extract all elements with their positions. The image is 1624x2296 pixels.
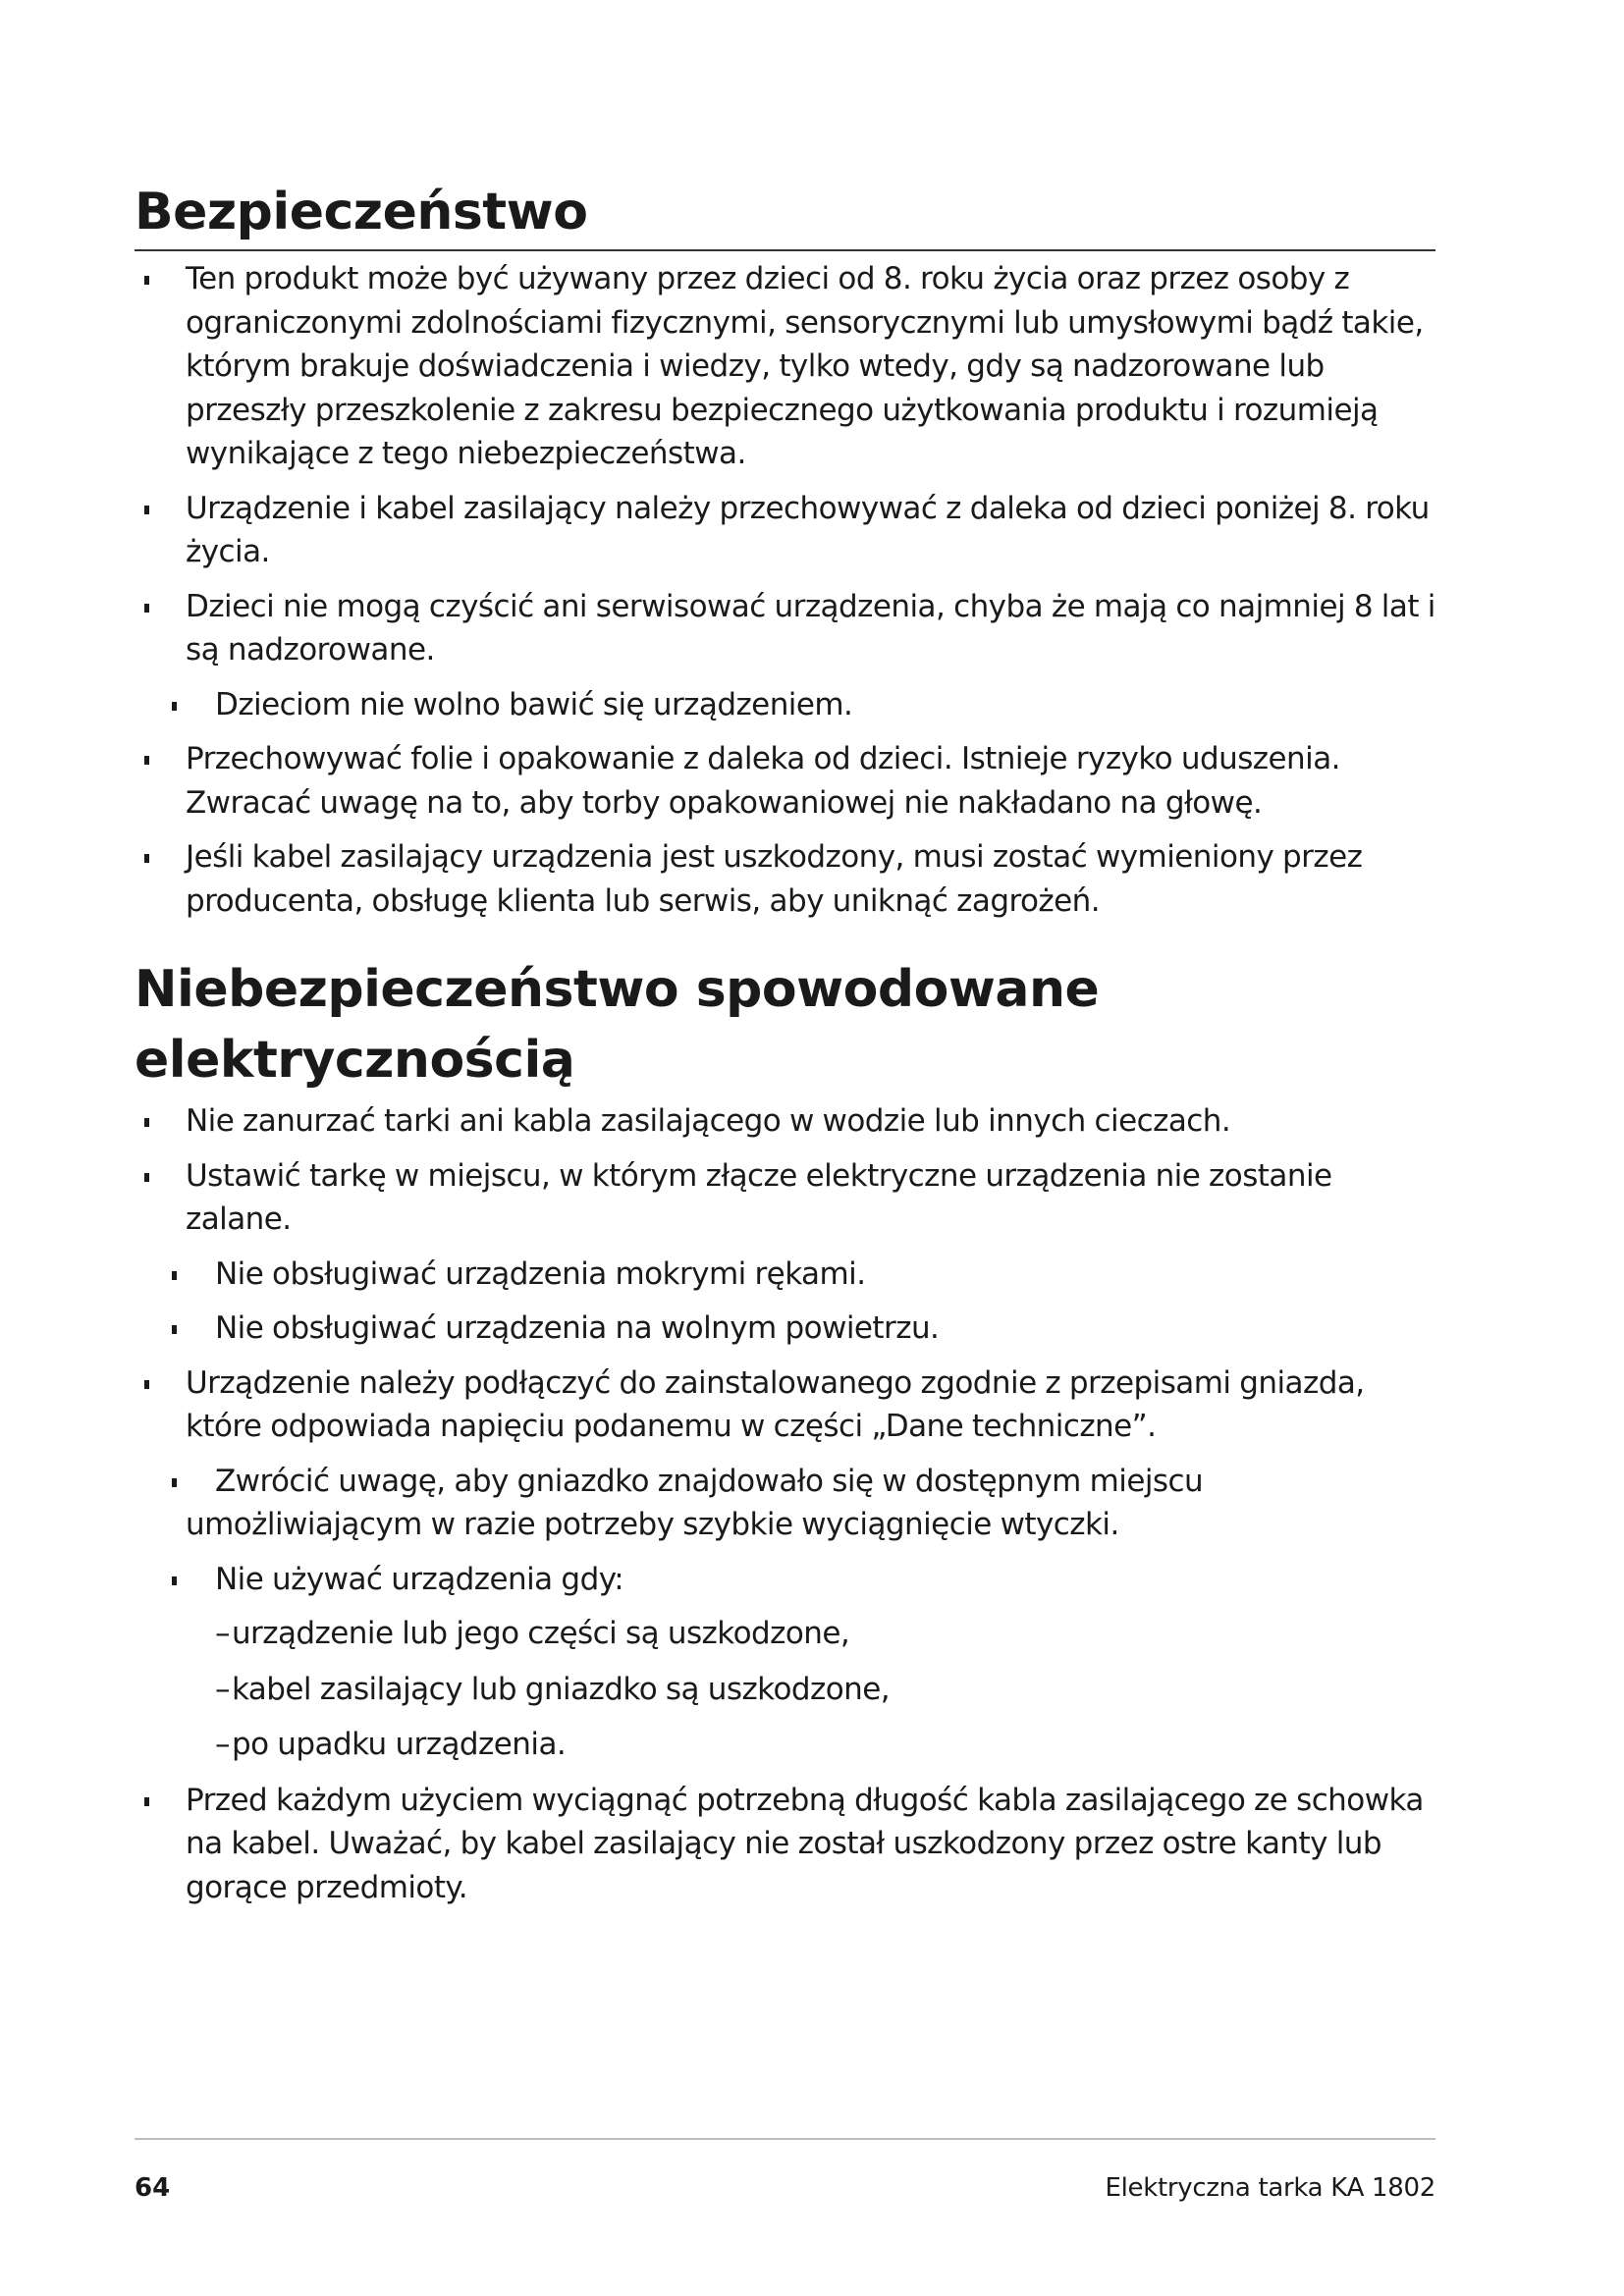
- list-item: Nie zanurzać tarki ani kabla zasilającego w wodzie lub innych cieczach.: [135, 1099, 1435, 1144]
- bullet-icon: [172, 1576, 177, 1585]
- safety-section: [135, 177, 1435, 934]
- bullet-icon: [144, 756, 149, 765]
- bullet-icon: [144, 604, 149, 613]
- bullet-icon: [144, 276, 149, 285]
- dash-icon: –: [215, 1671, 230, 1707]
- list-item: Dzieciom nie wolno bawić się urządzeniem.: [135, 683, 1435, 727]
- list-item: Dzieci nie mogą czyścić ani serwisować urządzenia, chyba że mają co najmniej 8 lat i są nadzorowane.: [135, 585, 1435, 672]
- list-item: Urządzenie należy podłączyć do zainstalowanego zgodnie z przepisami gniazda, które odpowiada napięciu podanemu w części „Dane techniczne”.: [135, 1362, 1435, 1449]
- bullet-icon: [144, 854, 149, 863]
- list-item: Ten produkt może być używany przez dzieci od 8. roku życia oraz przez osoby z ograniczonymi zdolnościami fizycznymi, sensorycznymi lub umysłowymi bądź takie, którym brakuje doświadczenia i wiedzy, tylko wtedy, gdy są nadzorowane lub przeszły przeszkolenie z zakresu bezpiecznego użytkowania produktu i rozumieją wynikające z tego niebezpieczeństwa.: [135, 257, 1435, 476]
- bullet-icon: [144, 1173, 149, 1182]
- sub-list-item: –kabel zasilający lub gniazdko są uszkodzone,: [135, 1668, 1435, 1712]
- bullet-icon: [144, 1380, 149, 1389]
- sub-list-item: –po upadku urządzenia.: [135, 1723, 1435, 1767]
- safety-list: [135, 257, 1435, 923]
- bullet-icon: [172, 702, 177, 711]
- document-title: Elektryczna tarka KA 1802: [1105, 2173, 1435, 2203]
- section-heading-electric: Niebezpieczeństwo spowodowane elektrycznością: [135, 960, 1100, 1090]
- manual-page: [135, 0, 1435, 2296]
- list-item: Przechowywać folie i opakowanie z daleka od dzieci. Istnieje ryzyko uduszenia. Zwracać uwagę na to, aby torby opakowaniowej nie nakładano na głowę.: [135, 737, 1435, 825]
- bullet-icon: [144, 1797, 149, 1806]
- page-number: 64: [135, 2173, 171, 2203]
- bullet-icon: [144, 1118, 149, 1127]
- list-item: Jeśli kabel zasilający urządzenia jest uszkodzony, musi zostać wymieniony przez producenta, obsługę klienta lub serwis, aby uniknąć zagrożeń.: [135, 835, 1435, 923]
- bullet-icon: [172, 1325, 177, 1334]
- list-item: Nie obsługiwać urządzenia na wolnym powietrzu.: [135, 1307, 1435, 1351]
- bullet-icon: [172, 1478, 177, 1487]
- list-item: Nie obsługiwać urządzenia mokrymi rękami.: [135, 1253, 1435, 1297]
- list-item: Zwrócić uwagę, aby gniazdko znajdowało się w dostępnym miejscu umożliwiającym w razie potrzeby szybkie wyciągnięcie wtyczki.: [135, 1460, 1435, 1547]
- sub-list-item: –urządzenie lub jego części są uszkodzone,: [135, 1612, 1435, 1656]
- electric-section: [135, 954, 1435, 1920]
- list-item: Przed każdym użyciem wyciągnąć potrzebną długość kabla zasilającego ze schowka na kabel. Uważać, by kabel zasilający nie został uszkodzony przez ostre kanty lub gorące przedmioty.: [135, 1779, 1435, 1910]
- list-item: Urządzenie i kabel zasilający należy przechowywać z daleka od dzieci poniżej 8. roku życia.: [135, 487, 1435, 574]
- list-item: Ustawić tarkę w miejscu, w którym złącze elektryczne urządzenia nie zostanie zalane.: [135, 1154, 1435, 1242]
- dash-icon: –: [215, 1727, 230, 1762]
- section-heading-safety: Bezpieczeństwo: [135, 177, 1435, 251]
- page-footer: [135, 2138, 1435, 2203]
- bullet-icon: [172, 1271, 177, 1280]
- list-item: Nie używać urządzenia gdy:: [135, 1558, 1435, 1602]
- bullet-icon: [144, 506, 149, 514]
- dash-icon: –: [215, 1616, 230, 1651]
- electric-list: [135, 1099, 1435, 1909]
